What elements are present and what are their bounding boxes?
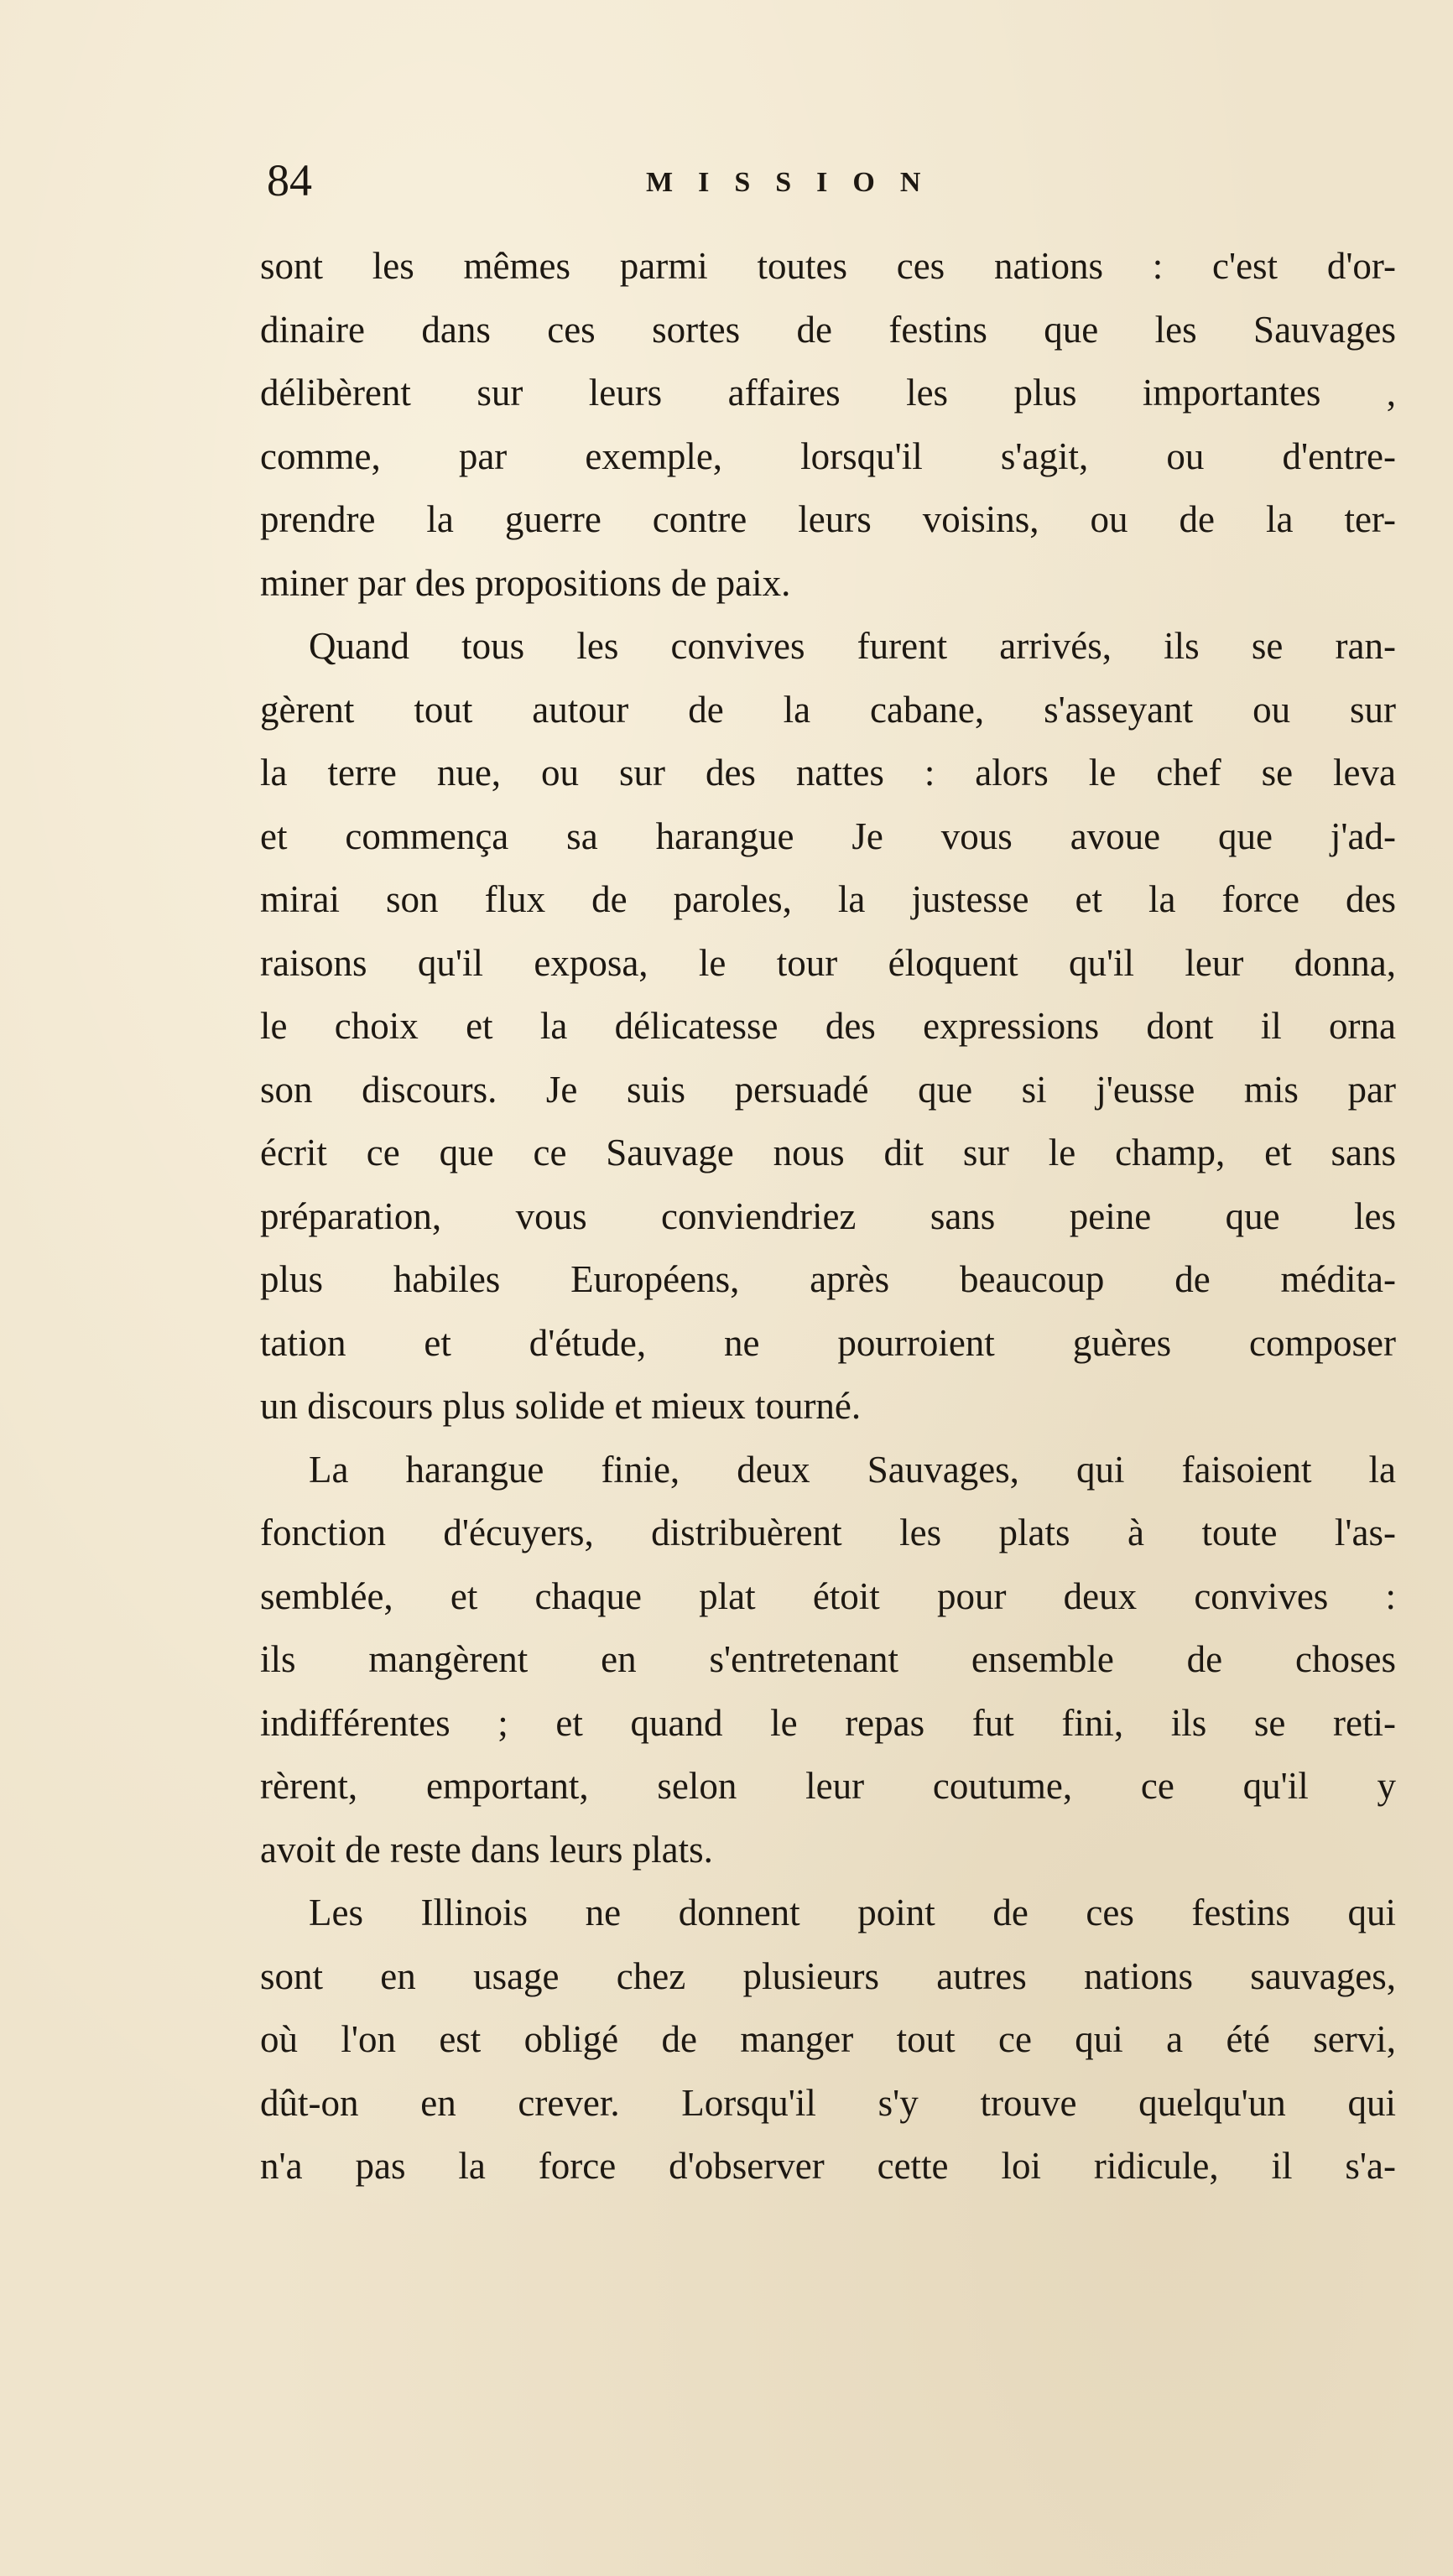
text-line: rèrent, emportant, selon leur coutume, ce qu'il y <box>260 1765 1396 1807</box>
text-line: préparation, vous conviendriez sans peine que les <box>260 1194 1396 1237</box>
text-line: plus habiles Européens, après beaucoup de médita- <box>260 1258 1396 1300</box>
text-line: gèrent tout autour de la cabane, s'asseyant ou sur <box>260 688 1396 731</box>
text-line: prendre la guerre contre leurs voisins, ou de la ter- <box>260 498 1396 540</box>
text-line: écrit ce que ce Sauvage nous dit sur le champ, et sans <box>260 1132 1396 1174</box>
text-line: semblée, et chaque plat étoit pour deux convives : <box>260 1574 1396 1617</box>
text-line: ils mangèrent en s'entretenant ensemble de choses <box>260 1638 1396 1680</box>
text-line: dût-on en crever. Lorsqu'il s'y trouve quelqu'un qui <box>260 2081 1396 2124</box>
text-line: un discours plus solide et mieux tourné. <box>260 1385 862 1427</box>
running-title: MISSION <box>646 167 946 198</box>
running-head <box>260 151 1393 210</box>
text-line: raisons qu'il exposa, le tour éloquent qu'il leur donna, <box>260 941 1396 984</box>
text-line: La harangue finie, deux Sauvages, qui faisoient la <box>309 1448 1396 1491</box>
page-number: 84 <box>267 155 312 206</box>
text-line: fonction d'écuyers, distribuèrent les plats à toute l'as- <box>260 1512 1396 1553</box>
text-line: son discours. Je suis persuadé que si j'eusse mis par <box>260 1068 1396 1111</box>
text-line: comme, par exemple, lorsqu'il s'agit, ou d'entre- <box>260 435 1396 477</box>
text-line: indifférentes ; et quand le repas fut fini, ils se reti- <box>260 1701 1396 1744</box>
text-line: Quand tous les convives furent arrivés, ils se ran- <box>309 625 1396 667</box>
body-text <box>260 235 1396 2199</box>
text-line: sont les mêmes parmi toutes ces nations : c'est d'or- <box>260 245 1396 287</box>
text-line: et commença sa harangue Je vous avoue que j'ad- <box>260 814 1396 857</box>
text-line: la terre nue, ou sur des nattes : alors le chef se leva <box>260 752 1396 794</box>
text-line: délibèrent sur leurs affaires les plus importantes , <box>260 372 1396 414</box>
text-line: Les Illinois ne donnent point de ces festins qui <box>309 1892 1396 1933</box>
text-line: n'a pas la force d'observer cette loi ridicule, il s'a- <box>260 2145 1396 2187</box>
text-line: où l'on est obligé de manger tout ce qui a été servi, <box>260 2018 1396 2060</box>
text-line: sont en usage chez plusieurs autres nations sauvages, <box>260 1954 1396 1997</box>
text-line: miner par des propositions de paix. <box>260 561 791 604</box>
text-line: tation et d'étude, ne pourroient guères composer <box>260 1321 1396 1364</box>
text-line: avoit de reste dans leurs plats. <box>260 1828 713 1871</box>
text-line: le choix et la délicatesse des expressions dont il orna <box>260 1005 1396 1047</box>
text-line: dinaire dans ces sortes de festins que les Sauvages <box>260 308 1396 351</box>
text-line: mirai son flux de paroles, la justesse et la force des <box>260 878 1396 920</box>
